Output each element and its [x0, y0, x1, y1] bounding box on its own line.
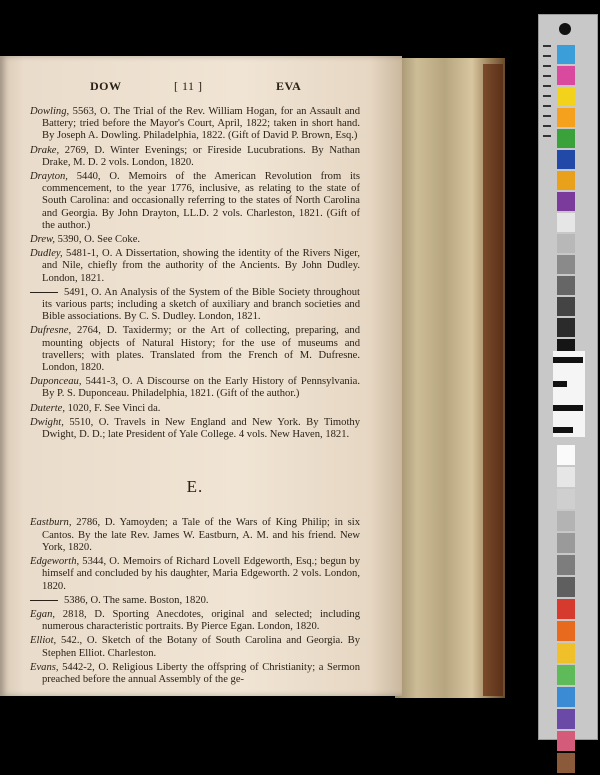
entry-text: 5386, O. The same. Boston, 1820.: [64, 594, 209, 606]
entry-heading: Edgeworth,: [30, 556, 80, 568]
entry-text: 5563, O. The Trial of the Rev. William Hogan, for an Assault and Battery; tried before the Mayor's Court, April, 1822; taken in short hand. By Joseph A. Dowling. Philadelphia, 1822. (Gift of David P. Brown, Esq.): [42, 106, 360, 142]
entry-heading: Drew,: [30, 234, 56, 246]
catalog-entry: [30, 248, 360, 285]
color-swatch: [557, 150, 575, 169]
entry-text: 5440, O. Memoirs of the American Revolution from its commencement, to the year 1776, inclusive, as relating to the state of South Carolina: and occasionally referring to the states of North Carolina and Georgia. By John Drayton, LL.D. 2 vols. Charleston, 1821. (Gift of the author.): [42, 171, 360, 231]
color-swatch: [557, 621, 575, 641]
entry-heading: Egan,: [30, 608, 56, 620]
catalog-entry: [30, 376, 360, 400]
catalog-entry: [30, 517, 360, 554]
book-page: [0, 56, 402, 696]
entry-text: 5441-3, O. A Discourse on the Early History of Pennsylvania. By P. S. Duponceau. Philadelphia, 1821. (Gift of the author.): [42, 376, 360, 400]
color-swatch: [557, 533, 575, 553]
entry-text: 2769, D. Winter Evenings; or Fireside Lucubrations. By Nathan Drake, M. D. 2 vols. London, 1820.: [42, 144, 360, 168]
color-swatch: [557, 297, 575, 316]
catalog-entry: [30, 556, 360, 593]
entry-heading: Duterte,: [30, 402, 66, 414]
running-head: [30, 80, 360, 98]
color-swatch: [557, 489, 575, 509]
color-swatch: [557, 665, 575, 685]
catalog-entry: [30, 595, 360, 607]
catalog-entry: [30, 145, 360, 169]
entry-heading: Evans,: [30, 661, 59, 673]
target-ticks: [543, 45, 551, 145]
catalog-entry: [30, 403, 360, 415]
entry-heading: Drayton,: [30, 171, 68, 183]
catalog-entry: [30, 106, 360, 143]
color-calibration-target: [538, 14, 598, 740]
color-swatch: [557, 45, 575, 64]
color-swatch: [557, 467, 575, 487]
color-swatch: [557, 276, 575, 295]
color-swatch: [557, 213, 575, 232]
ditto-dash: [30, 600, 58, 601]
entry-heading: Duponceau,: [30, 376, 82, 388]
color-swatch: [557, 511, 575, 531]
color-swatch: [557, 192, 575, 211]
color-swatch: [557, 731, 575, 751]
color-swatch: [557, 643, 575, 663]
running-head-left: DOW: [90, 79, 122, 93]
color-swatch: [557, 687, 575, 707]
section-letter: E.: [186, 477, 204, 497]
catalog-entry: [30, 417, 360, 441]
swatch-column-top: [557, 45, 575, 360]
color-swatch: [557, 709, 575, 729]
color-swatch: [557, 129, 575, 148]
entry-text: 2786, D. Yamoyden; a Tale of the Wars of King Philip; in six Cantos. By the late Rev. James W. Eastburn, A. M. and his friend. New York, 1820.: [42, 517, 360, 553]
entry-heading: Dwight,: [30, 416, 64, 428]
entry-heading: Dufresne,: [30, 325, 72, 337]
color-swatch: [557, 87, 575, 106]
catalog-entry: [30, 171, 360, 232]
catalog-entry: [30, 325, 360, 374]
entry-text: 5390, O. See Coke.: [55, 234, 141, 246]
catalog-entry: [30, 234, 360, 246]
entry-text: 5442-2, O. Religious Liberty the offspring of Christianity; a Sermon preached before the annual Assembly of the ge-: [42, 661, 360, 685]
entry-heading: Dudley,: [30, 248, 63, 260]
color-swatch: [557, 318, 575, 337]
color-swatch: [557, 599, 575, 619]
color-swatch: [557, 171, 575, 190]
color-swatch: [557, 577, 575, 597]
entry-text: 5344, O. Memoirs of Richard Lovell Edgeworth, Esq.; begun by himself and concluded by his daughter, Maria Edgeworth. 2 vols. London, 1820.: [42, 556, 360, 592]
color-swatch: [557, 445, 575, 465]
target-hole-top: [559, 23, 571, 35]
color-swatch: [557, 108, 575, 127]
color-swatch: [557, 753, 575, 773]
catalog-entry: [30, 609, 360, 633]
catalog-entry: [30, 287, 360, 324]
entry-text: 1020, F. See Vinci da.: [65, 402, 161, 414]
entry-text: 542., O. Sketch of the Botany of South Carolina and Georgia. By Stephen Elliot. Charleston.: [42, 635, 360, 659]
page-text: [30, 80, 360, 688]
entry-text: 5510, O. Travels in New England and New York. By Timothy Dwight, D. D.; late President of Yale College. 4 vols. New Haven, 1821.: [42, 416, 360, 441]
page-number: [ 11 ]: [174, 79, 203, 93]
entry-heading: Eastburn,: [30, 517, 72, 529]
entry-text: 5491, O. An Analysis of the System of the Bible Society throughout its various parts; including a sketch of auxiliary and branch societies and Bible associations. By C. S. Dudley. London, 1821.: [42, 286, 360, 323]
catalog-entry: [30, 635, 360, 659]
color-swatch: [557, 255, 575, 274]
entry-heading: Drake,: [30, 144, 60, 156]
color-swatch: [557, 66, 575, 85]
ditto-dash: [30, 292, 58, 293]
entry-text: 5481-1, O. A Dissertation, showing the identity of the Rivers Niger, and Nile, chiefly from the authority of the Ancients. By John Dudley. London, 1821.: [42, 248, 360, 284]
entry-heading: Dowling,: [30, 106, 70, 117]
entry-text: 2764, D. Taxidermy; or the Art of collecting, preparing, and mounting objects of Natural History; for the use of museums and travellers; with plates. Translated from the French of M. Dufresne. London, 1820.: [42, 325, 360, 374]
swatch-column-bottom: [557, 445, 575, 775]
entries-d: [30, 106, 360, 441]
entries-e: [30, 517, 360, 686]
color-swatch: [557, 555, 575, 575]
running-head-right: EVA: [276, 79, 302, 93]
entry-text: 2818, D. Sporting Anecdotes, original and selected; including numerous characteristic portraits. By Pierce Egan. London, 1820.: [42, 608, 360, 633]
ruler-block: [553, 351, 585, 437]
catalog-entry: [30, 662, 360, 686]
entry-heading: Elliot,: [30, 635, 57, 647]
color-swatch: [557, 234, 575, 253]
book-cover-edge: [483, 64, 503, 696]
